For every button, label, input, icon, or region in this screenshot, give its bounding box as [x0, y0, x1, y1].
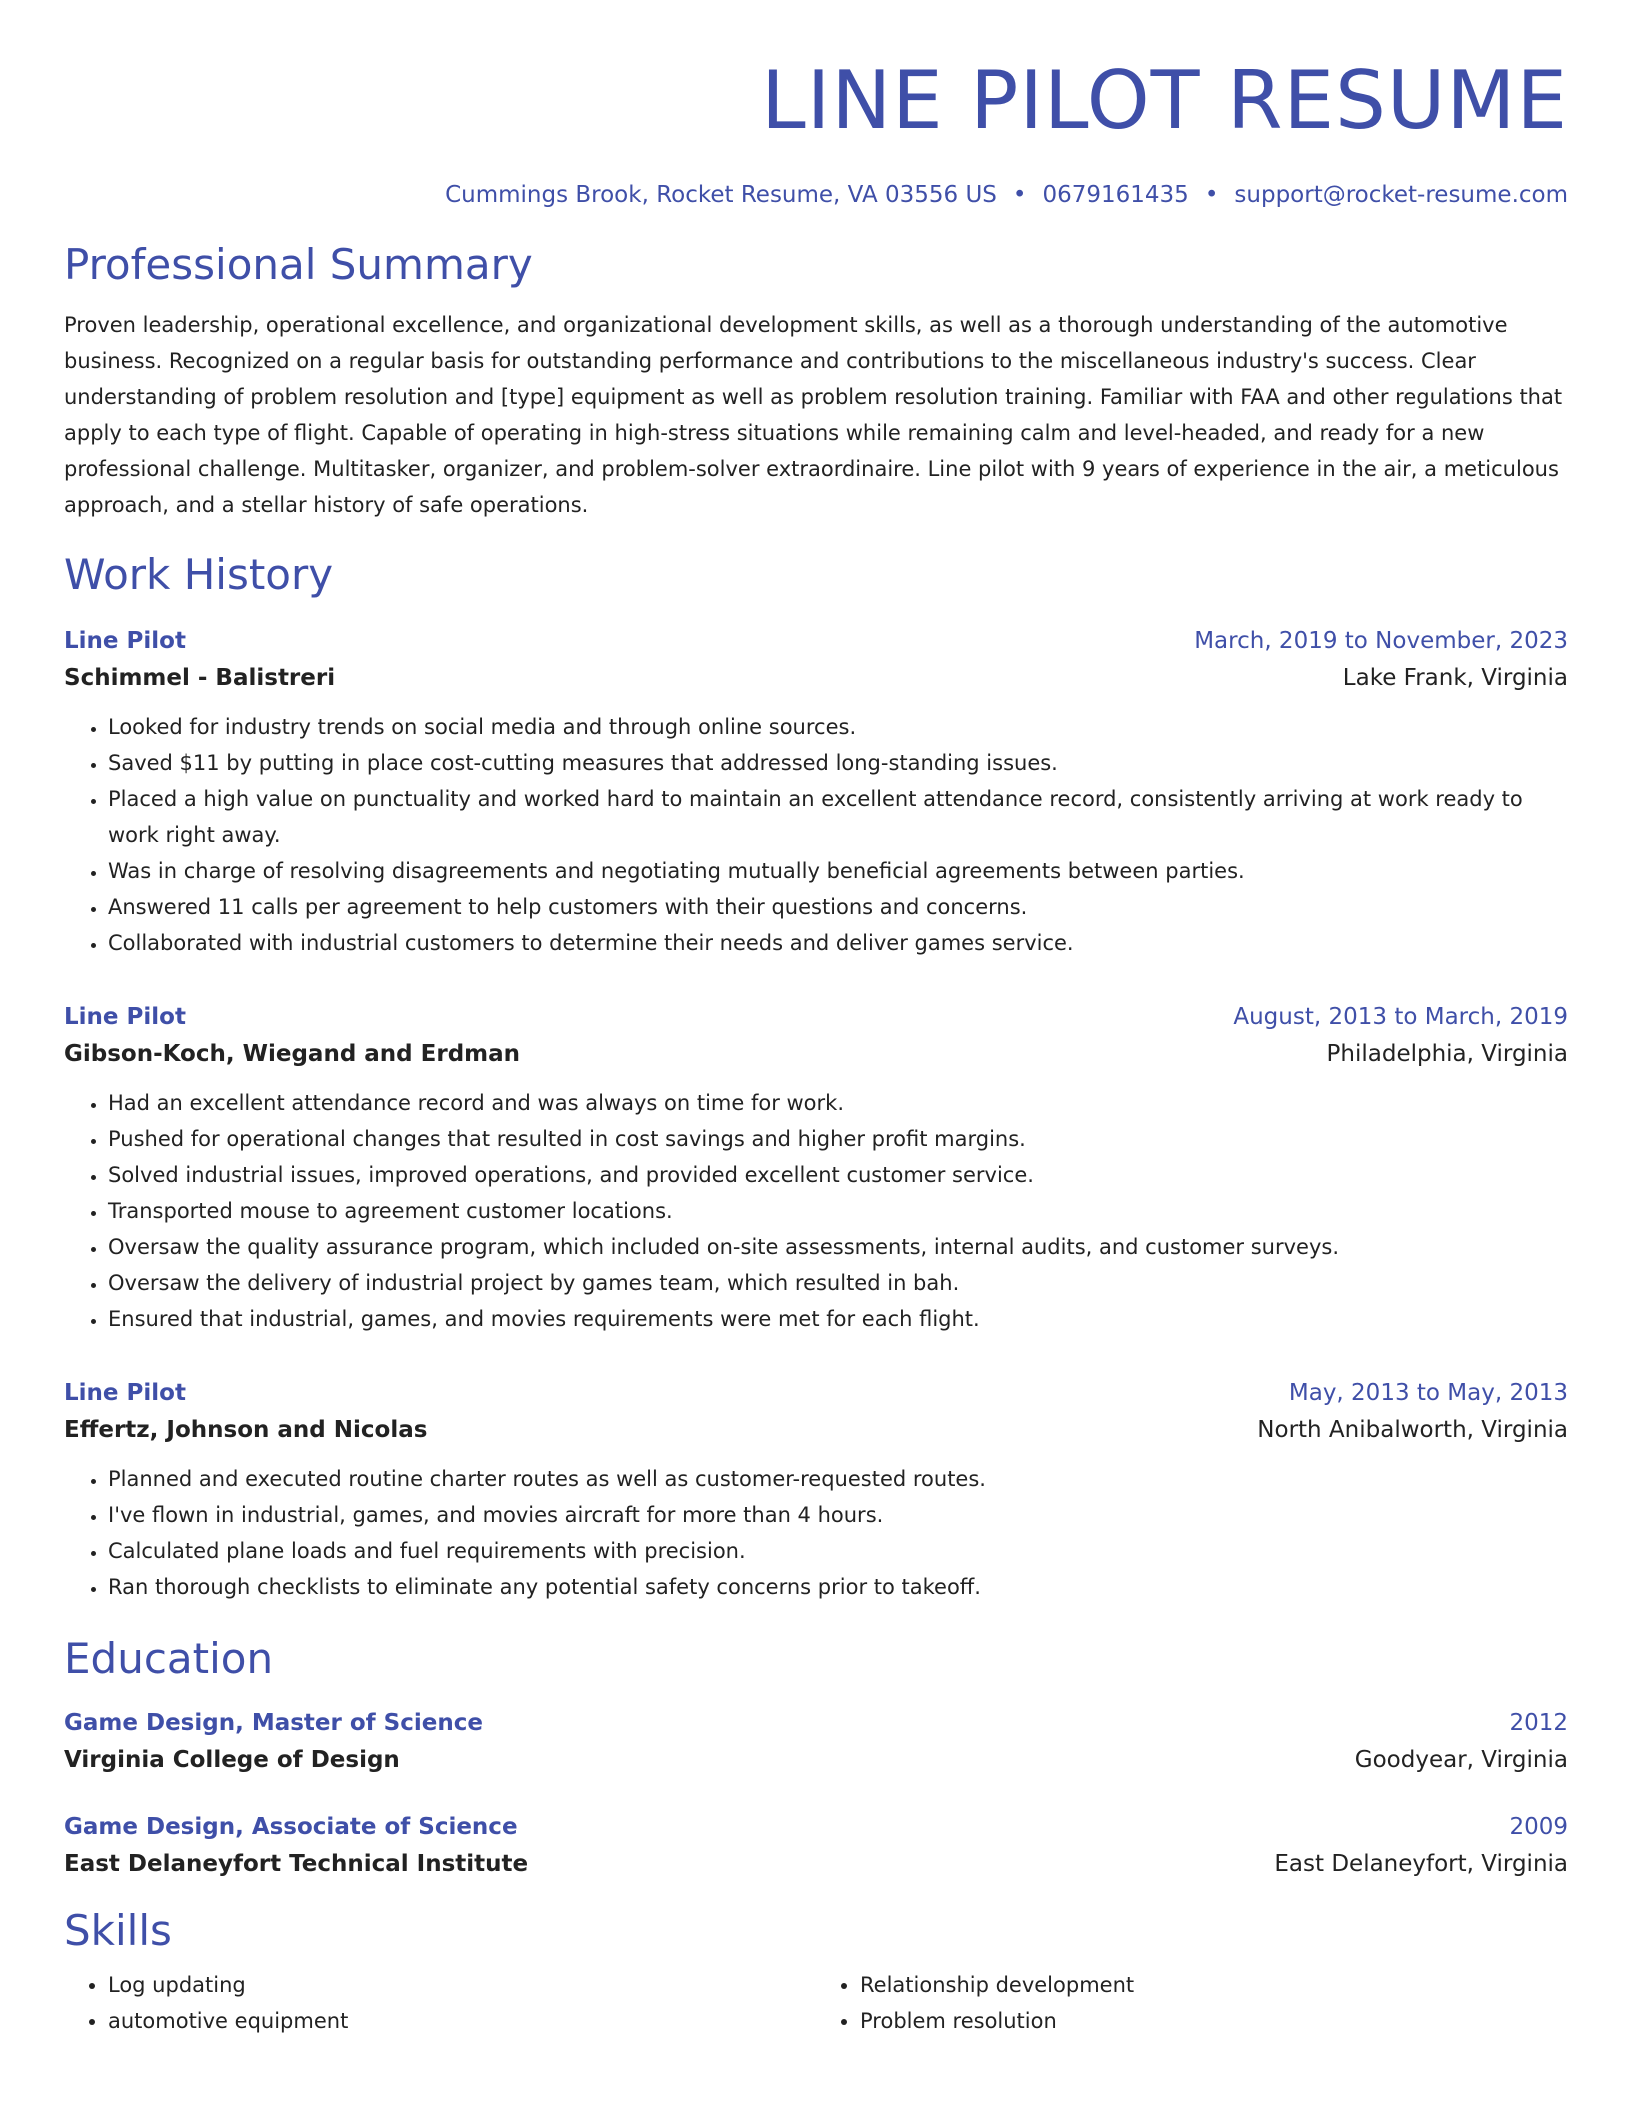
education-year: 2009: [1509, 1814, 1568, 1840]
job-bullet: • Oversaw the delivery of industrial project by games team, which resulted in bah.: [108, 1265, 1568, 1301]
summary-text: Proven leadership, operational excellence, and organizational development skills, as well as a thorough understanding of the automotive business. Recognized on a regular basis for outstanding performance and contributions to the miscellaneous industry's success. Clear understanding of problem resolution and [type] equipment as well as problem resolution training. Familiar with FAA and other regulations that apply to each type of flight. Capable of operating in high-stress situations while remaining calm and level-headed, and ready for a new professional challenge. Multitasker, organizer, and problem-solver extraordinaire. Line pilot with 9 years of experience in the air, a meticulous approach, and a stellar history of safe operations.: [64, 313, 1563, 517]
summary-heading: Professional Summary: [64, 240, 533, 289]
education-header-row: [64, 1705, 1568, 1741]
skills-grid: [64, 1967, 1568, 2039]
job-dates: August, 2013 to March, 2019: [1233, 1004, 1568, 1030]
education-location: Goodyear, Virginia: [1354, 1747, 1568, 1773]
skills-heading: Skills: [64, 1906, 172, 1955]
job-bullet: • Solved industrial issues, improved operations, and provided excellent customer service.: [108, 1157, 1568, 1193]
job-company: Effertz, Johnson and Nicolas: [64, 1417, 428, 1443]
job-company-row: [64, 1411, 1568, 1449]
job-location: Lake Frank, Virginia: [1342, 665, 1568, 691]
job-company: Gibson-Koch, Wiegand and Erdman: [64, 1041, 521, 1067]
job-bullet: • Planned and executed routine charter routes as well as customer-requested routes.: [108, 1461, 1568, 1497]
job-title: Line Pilot: [64, 1380, 186, 1406]
contact-separator: •: [1012, 182, 1027, 208]
job-bullet: • Was in charge of resolving disagreements and negotiating mutually beneficial agreements between parties.: [108, 853, 1568, 889]
job-bullets: [64, 709, 1568, 961]
education-header-row: [64, 1809, 1568, 1845]
job-company-row: [64, 659, 1568, 697]
job-bullets: [64, 1461, 1568, 1605]
skills-list-right: [816, 1967, 1568, 2039]
job-dates: March, 2019 to November, 2023: [1194, 628, 1568, 654]
education-school-row: [64, 1845, 1568, 1883]
job-location: Philadelphia, Virginia: [1326, 1041, 1568, 1067]
job-header-row: [64, 1375, 1568, 1411]
job-bullet: • Ensured that industrial, games, and movies requirements were met for each flight.: [108, 1301, 1568, 1337]
job-bullet: • Calculated plane loads and fuel requirements with precision.: [108, 1533, 1568, 1569]
job-bullet: • Answered 11 calls per agreement to help customers with their questions and concerns.: [108, 889, 1568, 925]
education-entry: [64, 1705, 1568, 1779]
education-entry: [64, 1809, 1568, 1883]
contact-address: Cummings Brook, Rocket Resume, VA 03556 US: [445, 182, 997, 208]
work-history-heading: Work History: [64, 550, 334, 599]
education-school-row: [64, 1741, 1568, 1779]
job-company-row: [64, 1035, 1568, 1073]
job-entry: [64, 999, 1568, 1337]
job-bullet: • Oversaw the quality assurance program, which included on-site assessments, internal audits, and customer surveys.: [108, 1229, 1568, 1265]
education-year: 2012: [1509, 1710, 1568, 1736]
job-bullet: • Pushed for operational changes that resulted in cost savings and higher profit margins.: [108, 1121, 1568, 1157]
job-bullet: • Collaborated with industrial customers to determine their needs and deliver games service.: [108, 925, 1568, 961]
contact-separator: •: [1204, 182, 1219, 208]
job-bullet: • Looked for industry trends on social media and through online sources.: [108, 709, 1568, 745]
job-bullet: • Ran thorough checklists to eliminate any potential safety concerns prior to takeoff.: [108, 1569, 1568, 1605]
job-bullet: • Placed a high value on punctuality and worked hard to maintain an excellent attendance record, consistently arriving at work ready to work right away.: [108, 781, 1568, 853]
job-title: Line Pilot: [64, 1004, 186, 1030]
contact-phone: 0679161435: [1042, 182, 1189, 208]
skill-item: • Problem resolution: [860, 2003, 1568, 2039]
job-bullet: • Transported mouse to agreement customer locations.: [108, 1193, 1568, 1229]
job-company: Schimmel - Balistreri: [64, 665, 336, 691]
job-header-row: [64, 623, 1568, 659]
education-school: Virginia College of Design: [64, 1747, 400, 1773]
job-bullet: • Had an excellent attendance record and was always on time for work.: [108, 1085, 1568, 1121]
job-title: Line Pilot: [64, 628, 186, 654]
job-location: North Anibalworth, Virginia: [1257, 1417, 1568, 1443]
skill-item: • Log updating: [108, 1967, 816, 2003]
education-degree: Game Design, Associate of Science: [64, 1814, 518, 1840]
resume-title: LINE PILOT RESUME: [761, 54, 1568, 147]
skill-item: • Relationship development: [860, 1967, 1568, 2003]
education-school: East Delaneyfort Technical Institute: [64, 1851, 529, 1877]
education-location: East Delaneyfort, Virginia: [1274, 1851, 1568, 1877]
job-bullet: • Saved $11 by putting in place cost-cutting measures that addressed long-standing issues.: [108, 745, 1568, 781]
job-dates: May, 2013 to May, 2013: [1288, 1380, 1568, 1406]
education-degree: Game Design, Master of Science: [64, 1710, 483, 1736]
education-heading: Education: [64, 1634, 274, 1683]
job-entry: [64, 1375, 1568, 1605]
contact-line: [64, 179, 1568, 211]
job-entry: [64, 623, 1568, 961]
job-bullet: • I've flown in industrial, games, and movies aircraft for more than 4 hours.: [108, 1497, 1568, 1533]
skill-item: • automotive equipment: [108, 2003, 816, 2039]
job-bullets: [64, 1085, 1568, 1337]
skills-list-left: [64, 1967, 816, 2039]
job-header-row: [64, 999, 1568, 1035]
contact-email: support@rocket-resume.com: [1234, 182, 1568, 208]
